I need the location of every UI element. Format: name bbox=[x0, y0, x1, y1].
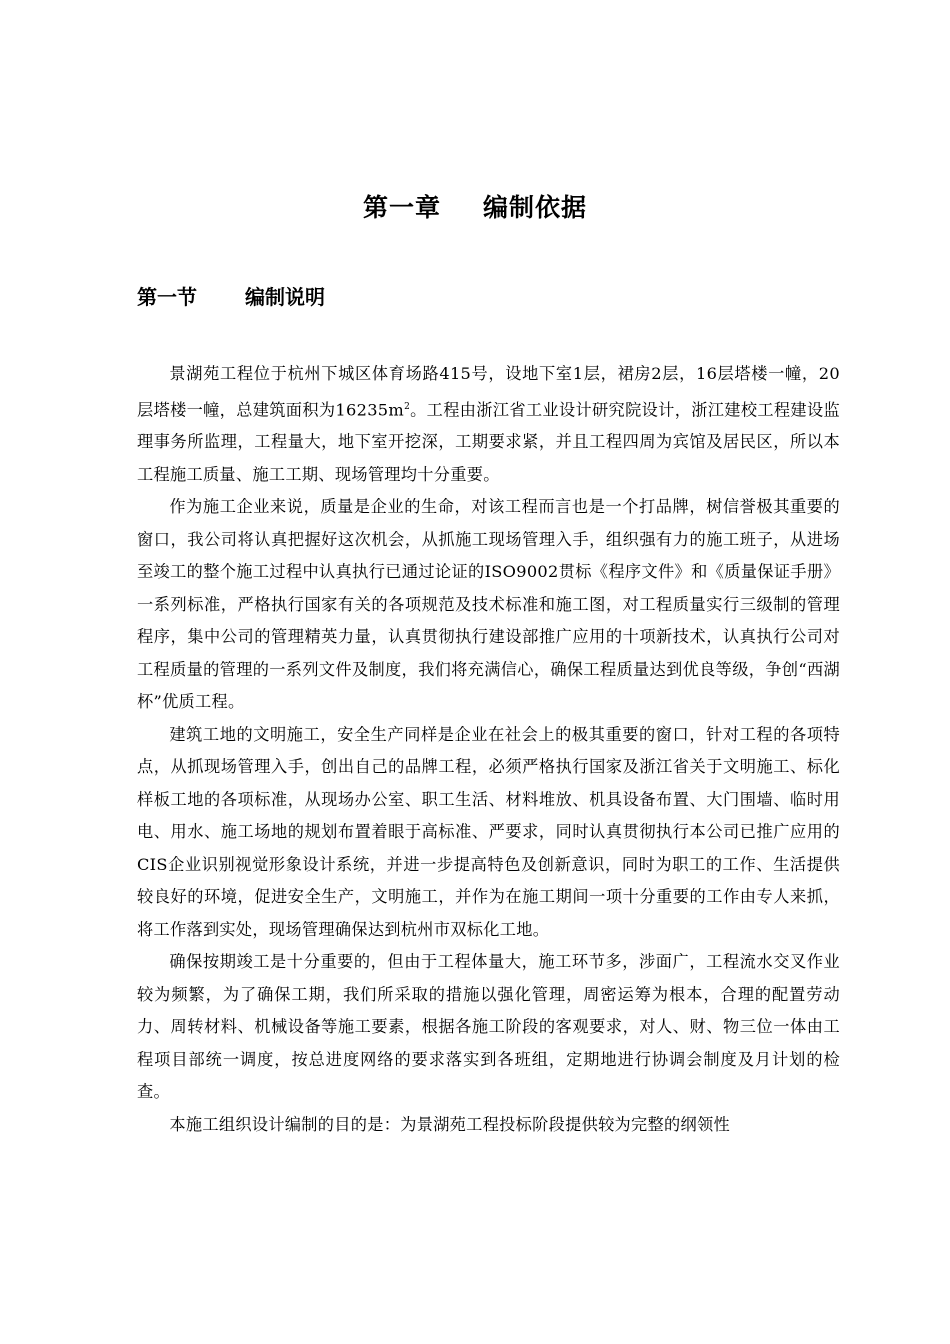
chapter-heading bbox=[0, 188, 950, 228]
chapter-title: 编制依据 bbox=[483, 193, 588, 222]
paragraph: 本施工组织设计编制的目的是：为景湖苑工程投标阶段提供较为完整的纲领性 bbox=[169, 1114, 730, 1134]
superscript: 2 bbox=[404, 401, 411, 412]
section-label: 第一节 bbox=[137, 285, 197, 309]
paragraph: 确保按期竣工是十分重要的，但由于工程体量大，施工环节多，涉面广，工程流水交叉作业较为频繁，为了确保工期，我们所采取的措施以强化管理，周密运筹为根本，合理的配置劳动力、周转材料、机械设备等施工要素，根据各施工阶段的客观要求，对人、财、物三位一体由工程项目部统一调度，按总进度网络的要求落实到各班组，定期地进行协调会制度及月计划的检查。 bbox=[137, 952, 840, 1102]
section-heading bbox=[137, 280, 325, 314]
section-title: 编制说明 bbox=[245, 285, 325, 309]
chapter-label: 第一章 bbox=[362, 193, 441, 222]
paragraph: 建筑工地的文明施工，安全生产同样是企业在社会上的极其重要的窗口，针对工程的各项特点，从抓现场管理入手，创出自己的品牌工程，必须严格执行国家及浙江省关于文明施工、标化样板工地的各项标准，从现场办公室、职工生活、材料堆放、机具设备布置、大门围墙、临时用电、用水、施工场地的规划布置着眼于高标准、严要求，同时认真贯彻执行本公司已推广应用的CIS企业识别视觉形象设计系统，并进一步提高特色及创新意识，同时为职工的工作、生活提供较良好的环境，促进安全生产，文明施工，并作为在施工期间一项十分重要的工作由专人来抓，将工作落到实处，现场管理确保达到杭州市双标化工地。 bbox=[137, 724, 840, 939]
paragraph: 作为施工企业来说，质量是企业的生命，对该工程而言也是一个打品牌，树信誉极其重要的窗口，我公司将认真把握好这次机会，从抓施工现场管理入手，组织强有力的施工班子，从进场至竣工的整个施工过程中认真执行已通过论证的ISO9002贯标《程序文件》和《质量保证手册》一系列标准，严格执行国家有关的各项规范及技术标准和施工图，对工程质量实行三级制的管理程序，集中公司的管理精英力量，认真贯彻执行建设部推广应用的十项新技术，认真执行公司对工程质量的管理的一系列文件及制度，我们将充满信心，确保工程质量达到优良等级，争创“西湖杯”优质工程。 bbox=[137, 497, 840, 712]
body-text bbox=[137, 358, 840, 1141]
paragraph: 景湖苑工程位于杭州下城区体育场路415号，设地下室1层，裙房2层，16层塔楼一幢，20层塔楼一幢，总建筑面积为$16235m^2$。工程由浙江省工业设计研究院设计，浙江建校工程建设监理事务所监理，工程量大，地下室开挖深，工期要求紧，并且工程四周为宾馆及居民区，所以本工程施工质量、施工工期、现场管理均十分重要。 bbox=[137, 364, 840, 484]
